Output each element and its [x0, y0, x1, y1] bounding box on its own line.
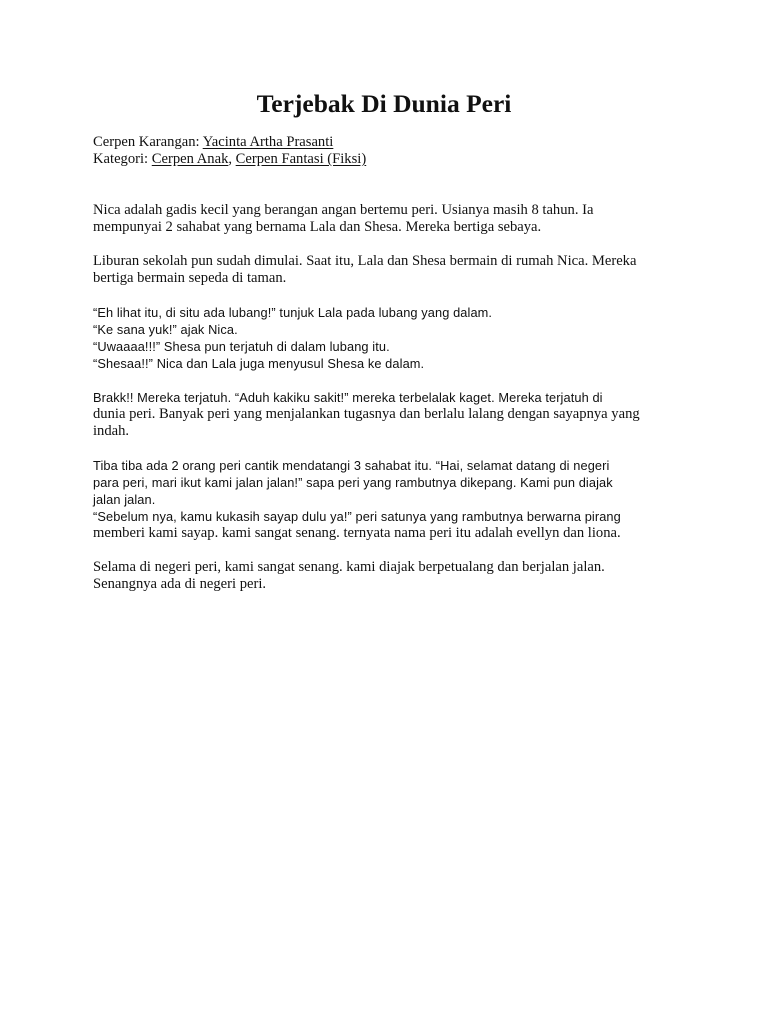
story-paragraph-5 [93, 457, 683, 542]
story-paragraph-1 [93, 202, 683, 236]
story-paragraph-3 [93, 304, 683, 372]
story-paragraph-4 [93, 389, 683, 440]
story-body [93, 202, 683, 610]
paragraph-line: Liburan sekolah pun sudah dimulai. Saat itu, Lala dan Shesa bermain di rumah Nica. Mereka [93, 253, 637, 269]
category-link-fantasi[interactable]: Cerpen Fantasi (Fiksi) [235, 151, 367, 167]
paragraph-line: indah. [93, 423, 130, 439]
paragraph-line: mempunyai 2 sahabat yang bernama Lala dan Shesa. Mereka bertiga sebaya. [93, 219, 542, 235]
paragraph-line: dunia peri. Banyak peri yang menjalankan tugasnya dan berlalu lalang dengan sayapnya yang [93, 406, 640, 422]
paragraph-line: jalan jalan. [93, 492, 156, 507]
author-line [93, 134, 683, 151]
paragraph-line: “Ke sana yuk!” ajak Nica. [93, 322, 238, 337]
paragraph-line: para peri, mari ikut kami jalan jalan!” sapa peri yang rambutnya dikepang. Kami pun diajak [93, 475, 613, 490]
category-link-anak[interactable]: Cerpen Anak [151, 151, 229, 167]
author-label: Cerpen Karangan: [93, 134, 203, 150]
paragraph-line: bertiga bermain sepeda di taman. [93, 270, 287, 286]
author-link[interactable]: Yacinta Artha Prasanti [202, 134, 334, 150]
paragraph-line: Nica adalah gadis kecil yang berangan angan bertemu peri. Usianya masih 8 tahun. Ia [93, 202, 594, 218]
story-paragraph-6 [93, 559, 683, 593]
story-paragraph-2 [93, 253, 683, 287]
paragraph-line: Selama di negeri peri, kami sangat senang. kami diajak berpetualang dan berjalan jalan. [93, 559, 605, 575]
paragraph-line: “Uwaaaa!!!” Shesa pun terjatuh di dalam lubang itu. [93, 339, 390, 354]
paragraph-line: Senangnya ada di negeri peri. [93, 576, 267, 592]
paragraph-line: “Sebelum nya, kamu kukasih sayap dulu ya!” peri satunya yang rambutnya berwarna pirang [93, 509, 621, 524]
paragraph-line: memberi kami sayap. kami sangat senang. ternyata nama peri itu adalah evellyn dan liona. [93, 525, 621, 541]
category-line [93, 151, 683, 168]
paragraph-line: Brakk!! Mereka terjatuh. “Aduh kakiku sakit!” mereka terbelalak kaget. Mereka terjatuh di [93, 390, 603, 405]
paragraph-line: “Shesaa!!” Nica dan Lala juga menyusul Shesa ke dalam. [93, 356, 425, 371]
category-label: Kategori: [93, 151, 152, 167]
category-separator: , [228, 151, 236, 167]
paragraph-line: Tiba tiba ada 2 orang peri cantik mendatangi 3 sahabat itu. “Hai, selamat datang di negeri [93, 458, 610, 473]
story-title: Terjebak Di Dunia Peri [256, 89, 512, 118]
paragraph-line: “Eh lihat itu, di situ ada lubang!” tunjuk Lala pada lubang yang dalam. [93, 305, 493, 320]
story-meta [93, 134, 683, 168]
